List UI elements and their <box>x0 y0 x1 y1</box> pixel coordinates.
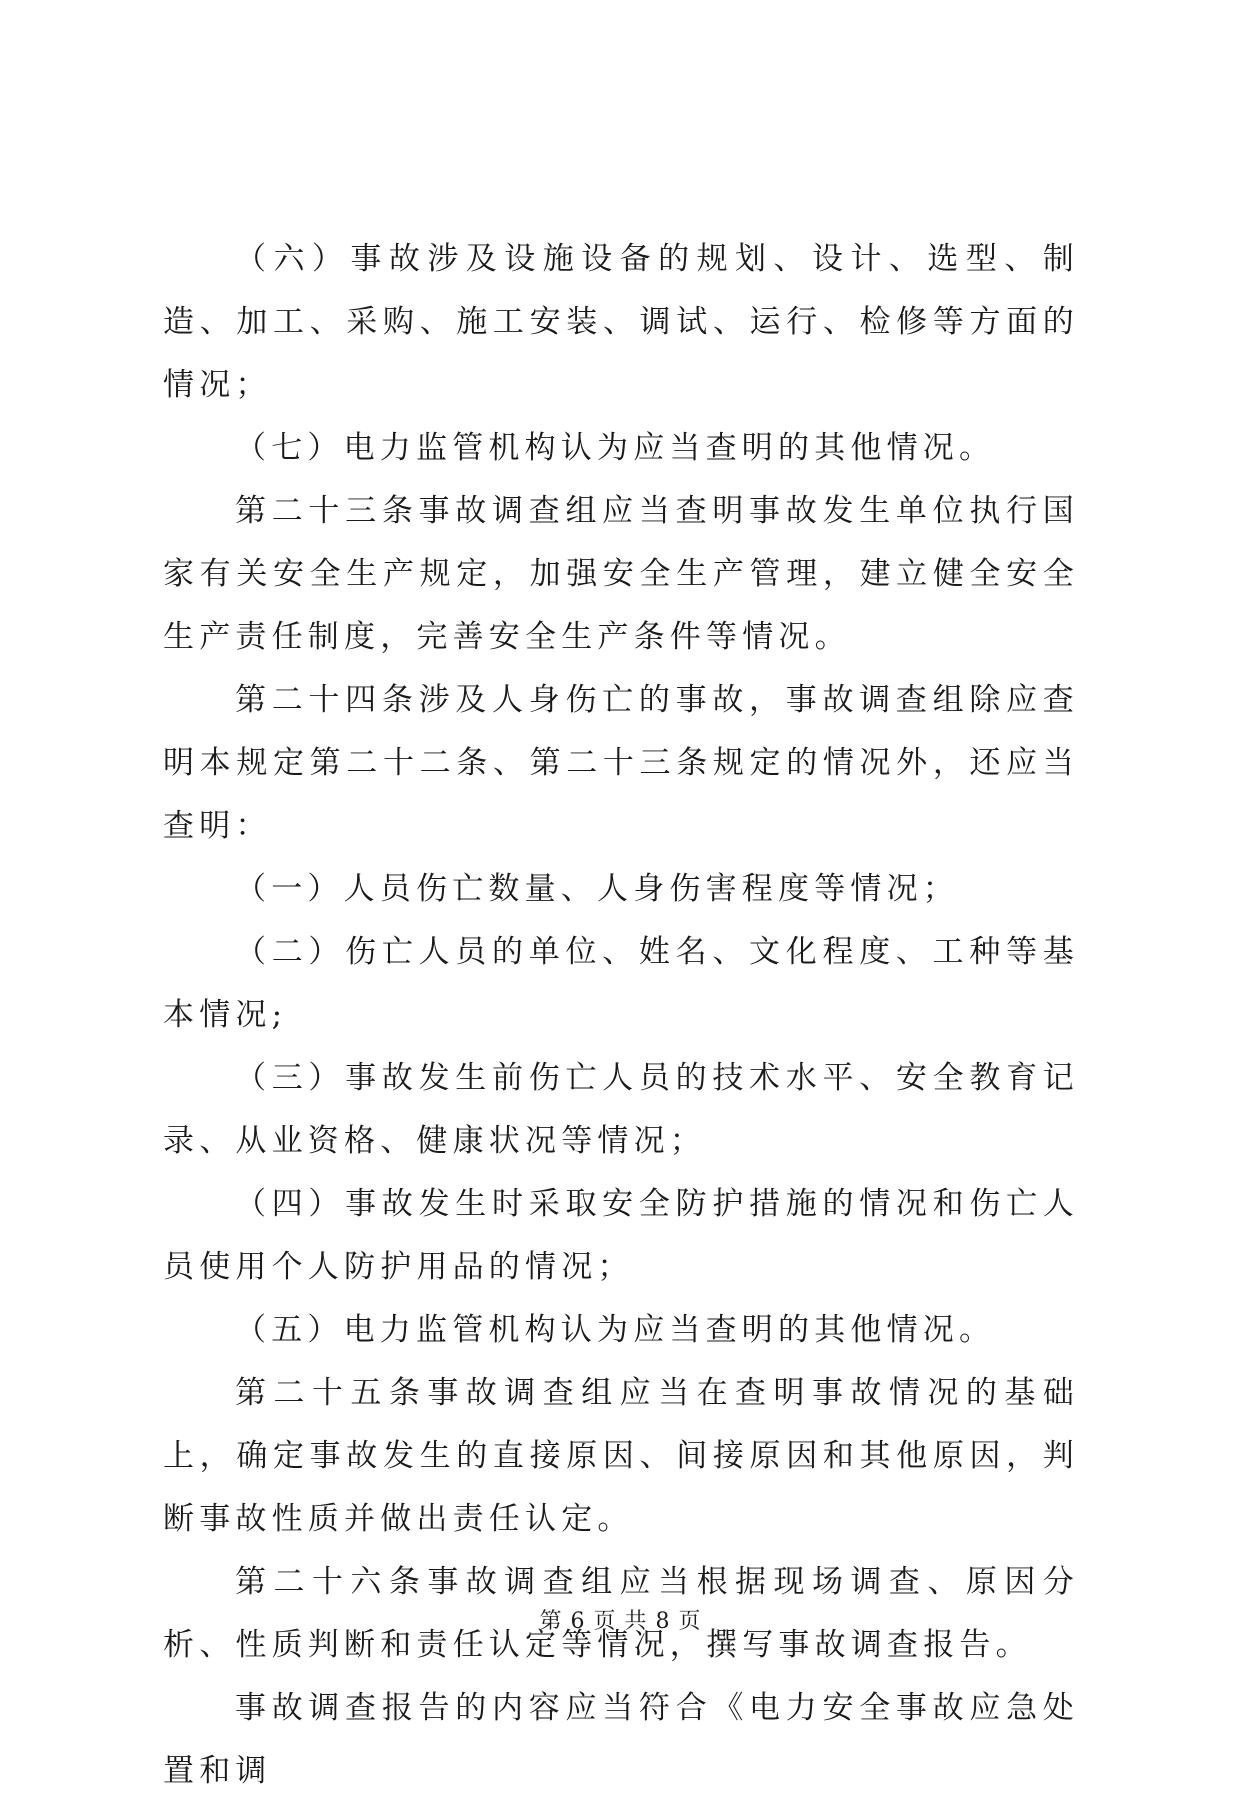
paragraph-1: （六）事故涉及设施设备的规划、设计、选型、制造、加工、采购、施工安装、调试、运行、检修等方面的情况； <box>163 241 1079 403</box>
paragraph-10: 第二十五条事故调查组应当在查明事故情况的基础上，确定事故发生的直接原因、间接原因和其他原因，判断事故性质并做出责任认定。 <box>163 1375 1079 1537</box>
paragraph-12: 事故调查报告的内容应当符合《电力安全事故应急处置和调 <box>163 1690 1079 1789</box>
paragraph-2: （七）电力监管机构认为应当查明的其他情况。 <box>235 430 996 466</box>
paragraph-3: 第二十三条事故调查组应当查明事故发生单位执行国家有关安全生产规定，加强安全生产管理，建立健全安全生产责任制度，完善安全生产条件等情况。 <box>163 493 1079 655</box>
paragraph-6: （二）伤亡人员的单位、姓名、文化程度、工种等基本情况; <box>163 934 1079 1033</box>
page-number-label: 第 6 页 共 8 页 <box>539 1609 702 1634</box>
paragraph-7: （三）事故发生前伤亡人员的技术水平、安全教育记录、从业资格、健康状况等情况； <box>163 1060 1079 1159</box>
page-footer <box>0 1608 1241 1636</box>
paragraph-8: （四）事故发生时采取安全防护措施的情况和伤亡人员使用个人防护用品的情况； <box>163 1186 1079 1285</box>
paragraph-11: 第二十六条事故调查组应当根据现场调查、原因分析、性质判断和责任认定等情况，撰写事故调查报告。 <box>163 1564 1079 1663</box>
paragraph-5: （一）人员伤亡数量、人身伤害程度等情况； <box>235 871 959 907</box>
paragraph-4: 第二十四条涉及人身伤亡的事故，事故调查组除应查明本规定第二十二条、第二十三条规定的情况外，还应当查明： <box>163 682 1079 844</box>
document-body <box>163 228 1079 1803</box>
paragraph-9: （五）电力监管机构认为应当查明的其他情况。 <box>235 1312 996 1348</box>
